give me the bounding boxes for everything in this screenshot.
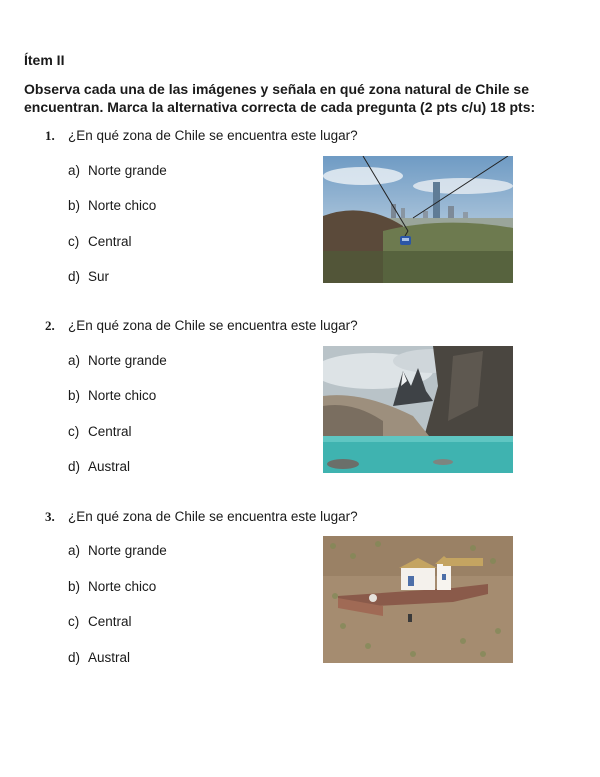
question-text: ¿En qué zona de Chile se encuentra este lugar? (68, 318, 358, 333)
item-title: Ítem II (24, 52, 65, 68)
option-c[interactable]: c) Central (68, 234, 132, 249)
option-d[interactable]: d) Austral (68, 459, 131, 474)
option-d[interactable]: d) Sur (68, 269, 110, 284)
question-text: ¿En qué zona de Chile se encuentra este lugar? (68, 509, 358, 524)
option-a[interactable]: a) Norte grande (68, 163, 167, 178)
desert-church-photo (323, 536, 513, 663)
instructions: Observa cada una de las imágenes y señala en qué zona natural de Chile se encuentran. Marca la alternativa correcta de cada pregunta (2 pts c/u) 18 pts: (24, 81, 536, 115)
option-b[interactable]: b) Norte chico (68, 198, 157, 213)
option-a[interactable]: a) Norte grande (68, 543, 167, 558)
question-text: ¿En qué zona de Chile se encuentra este lugar? (68, 128, 358, 143)
option-b[interactable]: b) Norte chico (68, 579, 157, 594)
question-number: 1. (45, 128, 55, 143)
question-number: 2. (45, 318, 55, 333)
option-b[interactable]: b) Norte chico (68, 388, 157, 403)
mountain-lake-photo (323, 346, 513, 473)
option-d[interactable]: d) Austral (68, 650, 131, 665)
option-c[interactable]: c) Central (68, 614, 132, 629)
option-c[interactable]: c) Central (68, 424, 132, 439)
question-number: 3. (45, 509, 55, 524)
city-cable-car-photo (323, 156, 513, 283)
option-a[interactable]: a) Norte grande (68, 353, 167, 368)
